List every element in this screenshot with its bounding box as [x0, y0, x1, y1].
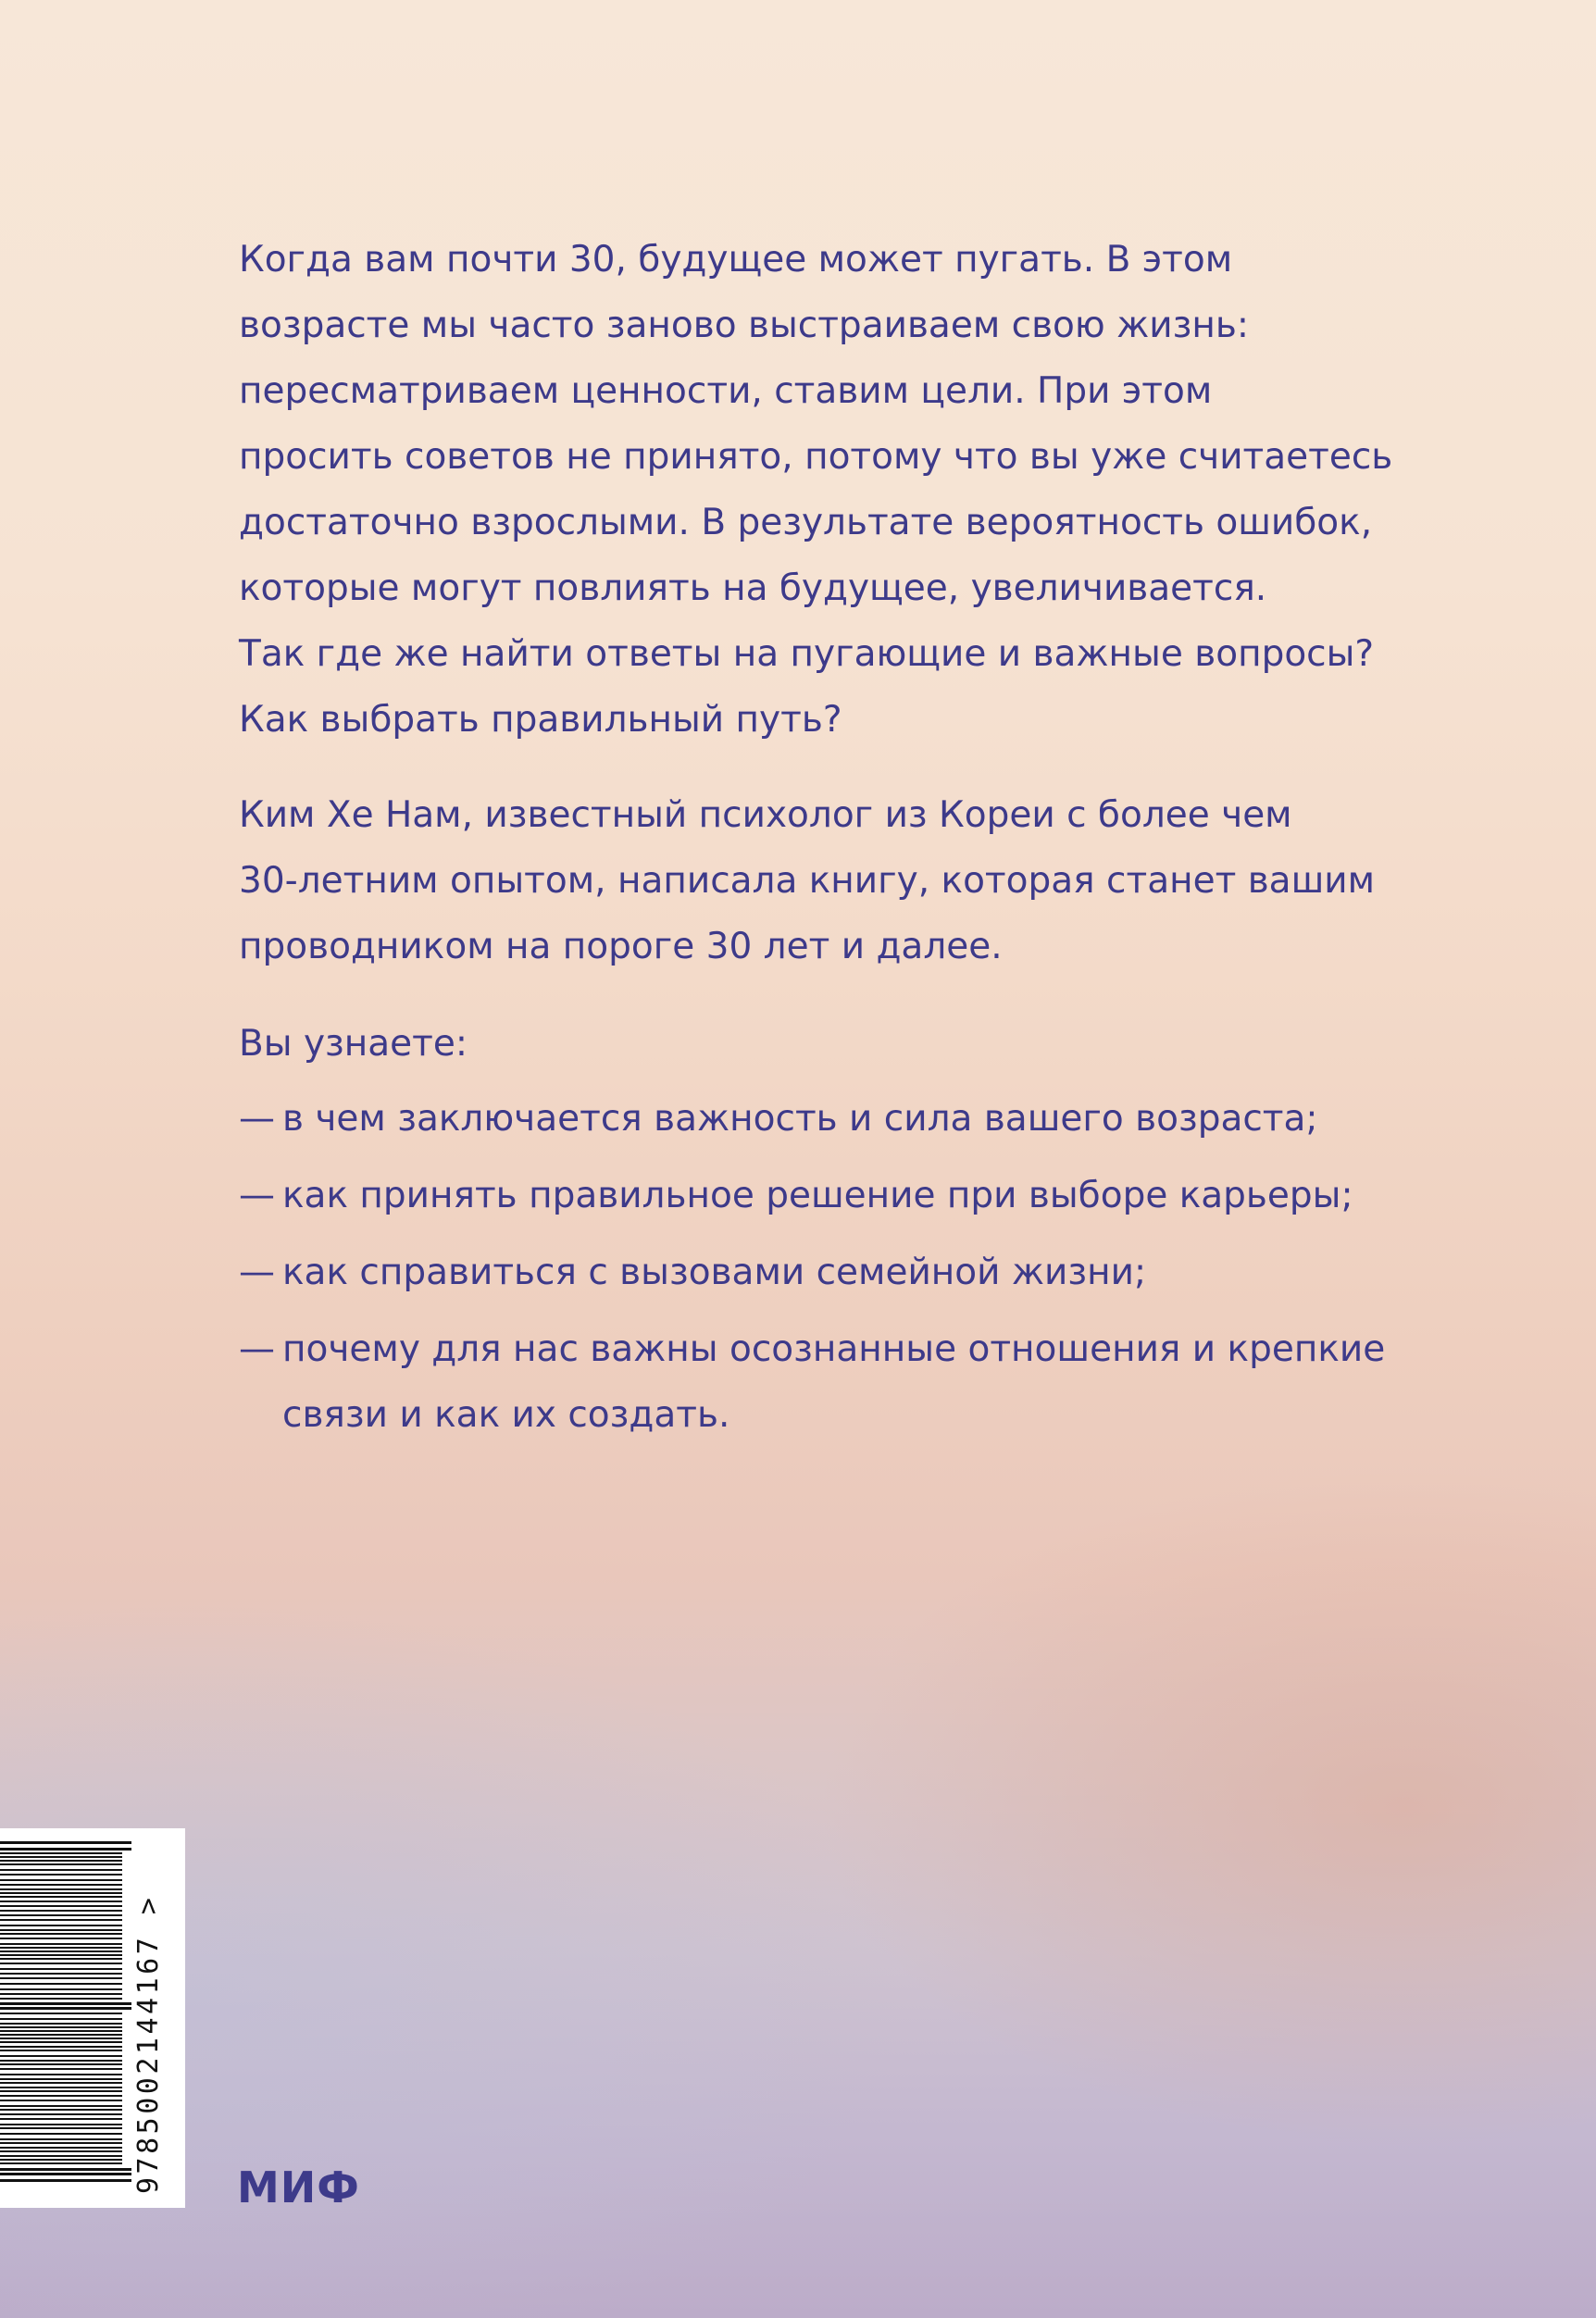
barcode-bar: [0, 2030, 122, 2032]
intro-paragraph: Когда вам почти 30, будущее может пугать. В этом возрасте мы часто заново выстраиваем свою жизнь: пересматриваем ценности, ставим цели. При этом просить советов не принято, потому что вы уже считаетесь достаточно взрослыми. В результате вероятность ошибок, которые могут повлиять на будущее, увеличивается. Так где же найти ответы на пугающие и важные вопросы? Как выбрать правильный путь?: [239, 239, 1393, 741]
barcode-bar: [0, 1950, 122, 1952]
barcode-bar: [0, 2095, 122, 2097]
barcode-bar: [0, 2060, 122, 2062]
barcode-bar: [0, 2109, 122, 2111]
barcode-bar: [0, 2168, 131, 2171]
barcode-bar: [0, 2150, 122, 2152]
barcode-bar: [0, 2159, 122, 2161]
barcode-graphic: [0, 1828, 185, 2208]
barcode-bar: [0, 1968, 122, 1970]
barcode-bar: [0, 1919, 122, 1921]
barcode-bar: [0, 2041, 122, 2043]
barcode-bar: [0, 2074, 122, 2075]
barcode-bar: [0, 2038, 122, 2039]
list-item: — в чем заключается важность и сила вашего возраста;: [239, 1086, 1405, 1152]
barcode-bar: [0, 1998, 122, 2000]
barcode-bar: [0, 1993, 122, 1995]
barcode-bar: [0, 2068, 122, 2070]
dash-marker: —: [239, 1098, 275, 1140]
barcode-bar: [0, 1958, 122, 1960]
barcode-bar: [0, 2034, 122, 2036]
barcode-bar: [0, 1977, 122, 1979]
list-item: — как справиться с вызовами семейной жизни;: [239, 1240, 1405, 1305]
list-item: — почему для нас важны осознанные отношения и крепкие связи и как их создать.: [239, 1316, 1405, 1448]
author-paragraph: Ким Хе Нам, известный психолог из Кореи с более чем 30-летним опытом, написала книгу, которая станет вашим проводником на пороге 30 лет и далее.: [239, 794, 1376, 967]
barcode-bar: [0, 2018, 122, 2020]
isbn-barcode: [0, 1828, 185, 2208]
barcode-bar: [0, 2142, 122, 2144]
barcode-bar: [0, 2147, 122, 2149]
barcode-bar: [0, 1933, 122, 1935]
barcode-bar: [0, 2162, 122, 2164]
barcode-bar: [0, 2002, 131, 2005]
barcode-bar: [0, 1892, 122, 1894]
barcode-bar: [0, 1841, 131, 1844]
barcode-bar: [0, 2050, 122, 2051]
barcode-bar: [0, 1879, 122, 1881]
barcode-bar: [0, 1888, 122, 1890]
list-intro: Вы узнаете:: [239, 1023, 468, 1065]
barcode-bar: [0, 1852, 122, 1854]
barcode-bar: [0, 2113, 122, 2115]
barcode-bar: [0, 2090, 122, 2092]
barcode-bar: [0, 2173, 131, 2175]
dash-marker: —: [239, 1328, 275, 1370]
barcode-bar: [0, 1863, 122, 1865]
barcode-bar: [0, 1901, 122, 1902]
barcode-bar: [0, 1929, 122, 1931]
dash-marker: —: [239, 1175, 275, 1216]
barcode-bars: [0, 1841, 131, 2182]
barcode-bar: [0, 1938, 122, 1939]
barcode-bar: [0, 1884, 122, 1886]
barcode-bar: [0, 1856, 122, 1858]
barcode-bar: [0, 1983, 122, 1985]
dash-marker: —: [239, 1252, 275, 1293]
list-item: — как принять правильное решение при выборе карьеры;: [239, 1163, 1405, 1228]
barcode-bar: [0, 1973, 122, 1975]
barcode-bar: [0, 1848, 131, 1851]
barcode-bar: [0, 2055, 122, 2057]
barcode-bar: [0, 2007, 131, 2010]
barcode-bar: [0, 1943, 122, 1945]
barcode-bar: [0, 2023, 122, 2025]
barcode-bar: [0, 2133, 122, 2135]
barcode-bar: [0, 2155, 122, 2157]
barcode-bar: [0, 2046, 122, 2048]
barcode-bar: [0, 1954, 122, 1956]
barcode-bar: [0, 1925, 122, 1926]
barcode-bar: [0, 2026, 122, 2028]
barcode-bar: [0, 2105, 122, 2107]
barcode-bar: [0, 2179, 131, 2182]
barcode-bar: [0, 2087, 122, 2088]
isbn-number: 9785002144167 >: [132, 1894, 165, 2194]
back-cover-text: [239, 227, 1405, 1459]
barcode-bar: [0, 2013, 122, 2014]
barcode-bar: [0, 1869, 122, 1871]
barcode-bar: [0, 1860, 122, 1862]
barcode-bar: [0, 2082, 122, 2084]
barcode-bar: [0, 1874, 122, 1876]
barcode-bar: [0, 1947, 122, 1949]
barcode-bar: [0, 2138, 122, 2140]
barcode-bar: [0, 1963, 122, 1964]
barcode-bar: [0, 2100, 122, 2101]
barcode-bar: [0, 2124, 122, 2125]
barcode-bar: [0, 1896, 122, 1898]
barcode-bar: [0, 1914, 122, 1916]
publisher-logo: МИФ: [237, 2162, 360, 2212]
barcode-bar: [0, 2118, 122, 2120]
barcode-bar: [0, 2063, 122, 2065]
benefits-list: [239, 1086, 1405, 1448]
barcode-bar: [0, 1910, 122, 1912]
barcode-bar: [0, 2127, 122, 2129]
barcode-bar: [0, 1988, 122, 1990]
barcode-bar: [0, 2078, 122, 2080]
barcode-bar: [0, 1905, 122, 1907]
